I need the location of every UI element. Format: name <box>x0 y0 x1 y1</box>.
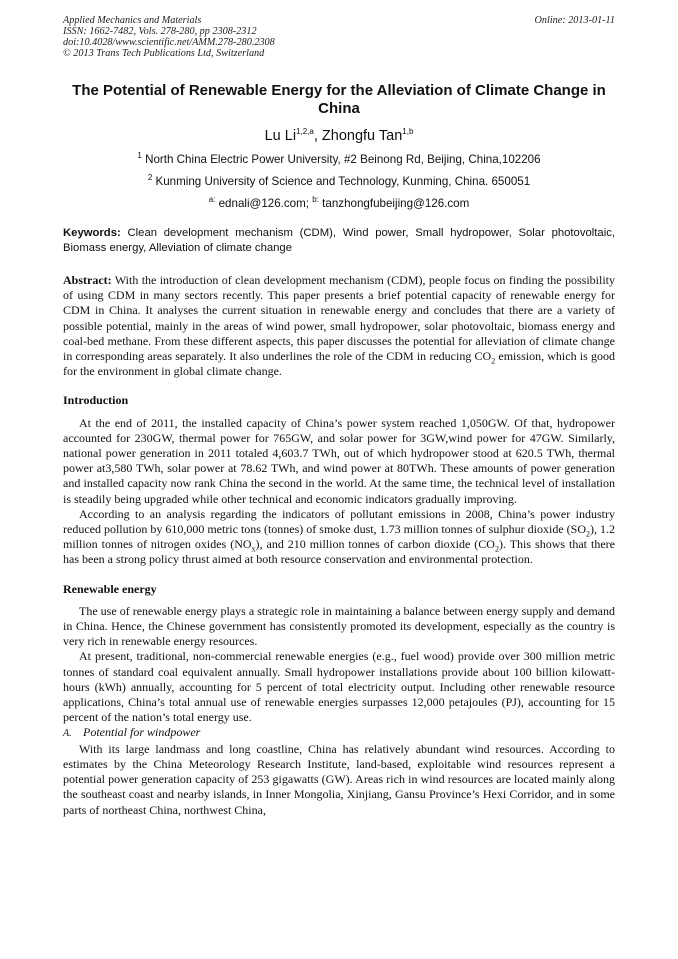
subsection-heading-windpower <box>63 725 615 741</box>
subscript: x <box>251 544 256 554</box>
affiliation-sup: 1 <box>137 151 142 160</box>
text-run: ), and 210 million tonnes of carbon dioxide (CO <box>255 537 495 552</box>
affiliation-1 <box>63 149 615 167</box>
email-b[interactable]: tanzhongfubeijing@126.com <box>322 196 470 210</box>
author-name: Zhongfu Tan <box>321 127 403 144</box>
renewable-paragraph-1: The use of renewable energy plays a strategic role in maintaining a balance between energy supply and demand in China. Hence, the Chinese government has consistently promoted its development, especially as the country is very rich in renewable energy resources. <box>63 603 615 649</box>
email-sup: b: <box>312 195 319 204</box>
journal-name: Applied Mechanics and Materials <box>63 15 202 26</box>
affiliation-2 <box>63 171 615 189</box>
author-name: Lu Li <box>264 127 297 144</box>
text-run: ). This shows that there has been a strong policy thrust aimed at both resource conservation and environmental protection. <box>63 537 615 567</box>
subscript: 2 <box>494 544 499 554</box>
author-sup: 1,b <box>402 127 414 136</box>
paper-body <box>63 273 615 818</box>
affiliation-text: North China Electric Power University, #2 Beinong Rd, Beijing, China,102206 <box>145 152 541 166</box>
intro-paragraph-1: At the end of 2011, the installed capacity of China’s power system reached 1,050GW. Of that, hydropower accounted for 230GW, thermal power for 765GW, and solar power for 3GW,wind power for 47GW. Similarly, national power generation in 2011 totaled 4,603.7 TWh, out of which hydropower stood at 620.5 TWh, thermal power at3,580 TWh, solar power at 78.62 TWh, and wind power at 80TWh. These amounts of power generation and installed capacity now rank China the second in the world. At the same time, the technical level of installation is steadily being upgraded while other technical and economic indicators gradually improving. <box>63 415 615 506</box>
section-heading-renewable-energy: Renewable energy <box>63 581 157 596</box>
intro-paragraph-2 <box>63 507 615 568</box>
abstract-text: With the introduction of clean development mechanism (CDM), people focus on finding the possibility of using CDM in many sectors recently. This paper presents a brief potential capacity of renewable energy for CDM in China. It analyses the current situation in renewable energy and concludes that there are a variety of possible potential, mainly in the areas of wind power, small hydropower, solar photovoltaic, biomass energy and coal-bed methane. From these different aspects, this paper discusses the potential for alleviation of climate change in corresponding areas separately. It also underlines the role of the CDM in reducing CO <box>63 273 615 364</box>
keywords <box>63 226 615 256</box>
author-sup: 1,2,a <box>296 127 314 136</box>
paper-title: The Potential of Renewable Energy for the Alleviation of Climate Change in China <box>72 82 606 117</box>
subscript: 2 <box>491 356 496 366</box>
abstract-text-end: emission, which is good for the environment in global climate change. <box>63 349 615 379</box>
issn-line: ISSN: 1662-7482, Vols. 278-280, pp 2308-2312 <box>63 26 257 37</box>
affiliation-sup: 2 <box>147 173 153 182</box>
author-emails <box>63 193 615 211</box>
subscript: 2 <box>586 529 590 539</box>
email-sup: a: <box>208 195 216 204</box>
abstract-label: Abstract: <box>63 273 112 287</box>
text-run: ), 1.2 million tonnes of nitrogen oxides (NO <box>63 522 615 552</box>
author-list: Lu Li$^{1,2,a}$, Zhongfu Tan$^{1,b}$ <box>264 127 414 144</box>
abstract <box>63 273 615 379</box>
affiliation-text: Kunming University of Science and Technology, Kunming, China. 650051 <box>155 174 531 188</box>
online-date: Online: 2013-01-11 <box>534 15 615 26</box>
email-a[interactable]: ednali@126.com; <box>218 196 310 210</box>
keywords-label: Keywords: <box>63 227 121 239</box>
windpower-paragraph: With its large landmass and long coastline, China has relatively abundant wind resources. According to estimates by the China Meteorology Research Institute, land-based, exploitable wind resources represent a potential power generation capacity of 253 gigawatts (GW). Areas rich in wind resources are located mainly along the southeast coast and nearby islands, in Inner Mongolia, Xinjiang, Gansu Province’s Hexi Corridor, and in some parts of northeast China, northwest China, <box>63 741 615 817</box>
section-heading-introduction: Introduction <box>63 393 129 408</box>
subsection-letter: A. <box>63 728 72 740</box>
renewable-paragraph-2: At present, traditional, non-commercial renewable energies (e.g., fuel wood) provide over 300 million metric tonnes of standard coal equivalent annually. Small hydropower installations provide about 100 billion kilowatt-hours (kWh) annually, accounting for 5 percent of total electricity output. Including other renewable resource applications, China’s total annual use of renewable energies surpasses 12,000 petajoules (PJ), accounting for 15 percent of the nation’s total energy use. <box>63 649 615 725</box>
text-run: According to an analysis regarding the indicators of pollutant emissions in 2008, China’s power industry reduced pollution by 610,000 metric tons (tonnes) of smoke dust, 1.73 million tonnes of sulphur dioxide (SO <box>63 506 615 537</box>
journal-header <box>63 15 615 59</box>
keywords-text: Clean development mechanism (CDM), Wind power, Small hydropower, Solar photovoltaic, Biomass energy, Alleviation of climate change <box>63 227 615 254</box>
copyright-line: © 2013 Trans Tech Publications Ltd, Switzerland <box>63 48 265 59</box>
subsection-title: Potential for windpower <box>83 725 201 740</box>
doi-line[interactable]: doi:10.4028/www.scientific.net/AMM.278-280.2308 <box>63 37 275 48</box>
